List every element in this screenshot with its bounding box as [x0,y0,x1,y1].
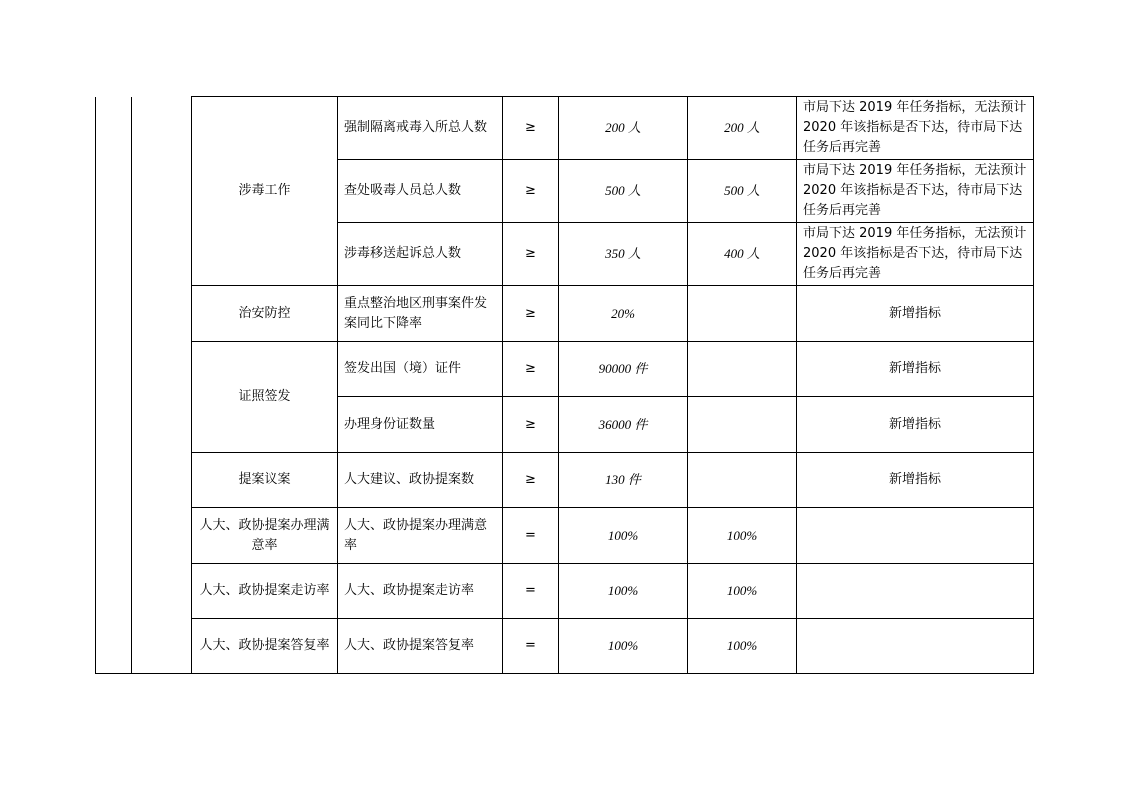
target-value-cell: 500 人 [559,160,688,223]
previous-value-cell [688,342,797,397]
previous-value-cell: 400 人 [688,223,797,286]
indicator-cell: 查处吸毒人员总人数 [338,160,503,223]
blank-cell [132,97,192,674]
previous-value-cell [688,286,797,342]
previous-value-cell: 100% [688,508,797,564]
remark-cell: 新增指标 [797,397,1034,453]
target-value-cell: 350 人 [559,223,688,286]
table-row [96,508,1034,564]
remark-cell [797,508,1034,564]
remark-cell: 新增指标 [797,453,1034,508]
remark-cell: 新增指标 [797,286,1034,342]
previous-value-cell [688,453,797,508]
previous-value-cell [688,397,797,453]
operator-cell: ≥ [503,286,559,342]
target-value-cell: 200 人 [559,97,688,160]
operator-cell: = [503,508,559,564]
table-row [96,97,1034,160]
operator-cell: ≥ [503,453,559,508]
operator-cell: = [503,619,559,674]
target-value-cell: 36000 件 [559,397,688,453]
indicator-cell: 人大建议、政协提案数 [338,453,503,508]
indicator-cell: 签发出国（境）证件 [338,342,503,397]
category-cell: 人大、政协提案走访率 [192,564,338,619]
operator-cell: ≥ [503,97,559,160]
remark-cell: 市局下达 2019 年任务指标，无法预计 2020 年该指标是否下达，待市局下达任务后再完善 [797,97,1034,160]
table-row [96,342,1034,397]
target-value-cell: 130 件 [559,453,688,508]
table-row [96,453,1034,508]
indicator-cell: 人大、政协提案办理满意率 [338,508,503,564]
indicator-cell: 涉毒移送起诉总人数 [338,223,503,286]
category-cell: 涉毒工作 [192,97,338,286]
operator-cell: ≥ [503,397,559,453]
indicator-cell: 人大、政协提案答复率 [338,619,503,674]
operator-cell: ≥ [503,342,559,397]
remark-cell: 市局下达 2019 年任务指标，无法预计 2020 年该指标是否下达，待市局下达任务后再完善 [797,223,1034,286]
performance-indicator-table [95,96,1034,674]
table-row [96,286,1034,342]
target-value-cell: 90000 件 [559,342,688,397]
table-row [96,564,1034,619]
blank-cell [96,97,132,674]
target-value-cell: 20% [559,286,688,342]
category-cell: 人大、政协提案答复率 [192,619,338,674]
category-cell: 治安防控 [192,286,338,342]
operator-cell: ≥ [503,160,559,223]
previous-value-cell: 100% [688,564,797,619]
remark-cell: 新增指标 [797,342,1034,397]
previous-value-cell: 100% [688,619,797,674]
operator-cell: ≥ [503,223,559,286]
table-row [96,619,1034,674]
previous-value-cell: 500 人 [688,160,797,223]
previous-value-cell: 200 人 [688,97,797,160]
target-value-cell: 100% [559,508,688,564]
remark-cell: 市局下达 2019 年任务指标，无法预计 2020 年该指标是否下达，待市局下达任务后再完善 [797,160,1034,223]
indicator-cell: 强制隔离戒毒入所总人数 [338,97,503,160]
category-cell: 人大、政协提案办理满意率 [192,508,338,564]
indicator-cell: 办理身份证数量 [338,397,503,453]
remark-cell [797,619,1034,674]
target-value-cell: 100% [559,564,688,619]
category-cell: 证照签发 [192,342,338,453]
operator-cell: = [503,564,559,619]
remark-cell [797,564,1034,619]
indicator-cell: 人大、政协提案走访率 [338,564,503,619]
indicator-cell: 重点整治地区刑事案件发案同比下降率 [338,286,503,342]
target-value-cell: 100% [559,619,688,674]
category-cell: 提案议案 [192,453,338,508]
